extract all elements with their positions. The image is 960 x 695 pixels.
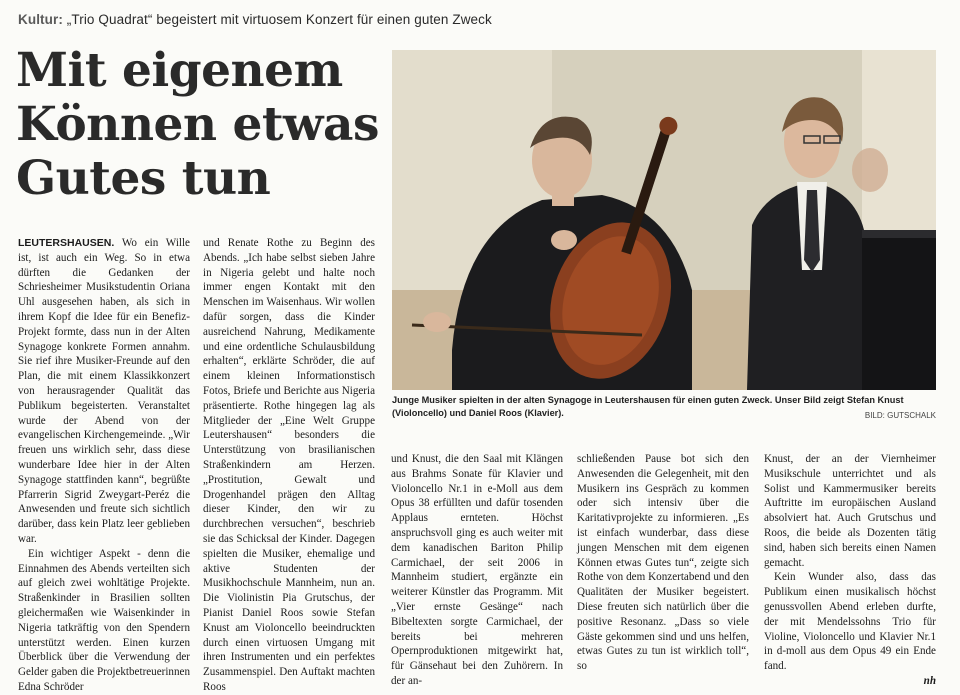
article-paragraph: Knust, der an der Viernheimer Musikschule unterrichtet und als Solist und Kammermusiker bereits Auftritte im europäischen Ausland absolviert hat. Auch Grutschus und Roos, die beide als Dozenten tätig sind, haben sich bereits einen Namen gemacht. (764, 453, 936, 569)
article-column-4 (577, 452, 749, 673)
headline-line-3: Gutes tun (16, 151, 271, 206)
article-column-2 (203, 236, 375, 693)
headline (16, 44, 386, 206)
article-column-1 (18, 236, 190, 693)
article-column-3 (391, 452, 563, 687)
article-column-5 (764, 452, 936, 687)
headline-line-1: Mit eigenem (16, 43, 343, 98)
headline-line-2: Können etwas (16, 97, 379, 152)
article-paragraph: Kein Wunder also, dass das Publikum einen musikalisch höchst genussvollen Abend erleben durfte, der mit Mendelssohns Trio für Violine, Violoncello und Klavier Nr.1 in d-moll aus dem Opus 49 ein Ende fand. (764, 571, 936, 673)
article-paragraph: und Renate Rothe zu Beginn des Abends. „Ich habe selbst sieben Jahre in Nigeria gelebt und halte noch immer engen Kontakt mit den Menschen im Waisenhaus. Wir wollen dafür sorgen, dass die Kinder ausreichend Nahrung, Medikamente und eine ordentliche Schulausbildung erhalten“, erklärte Schröder, die auf einem kleinen Informationstisch Fotos, Briefe und Berichte aus Nigeria präsentierte. Rothe hingegen lag als Mitglieder der „Eine Welt Gruppe Leutershausen“ besonders die Unterstützung von brasilianischen Straßenkindern am Herzen. „Prostitution, Gewalt und Drogenhandel prägen den Alltag dieser Kinder, den wir zu durchbrechen versuchen“, beschrieb sie das Schicksal der Kinder. Dagegen spielten die Musiker, ehemalige und aktive Studenten der Musikhochschule Mannheim, nun an. Die Violinistin Pia Grutschus, der Pianist Daniel Roos sowie Stefan Knust am Violoncello beeindruckten durch einen virtuosen Umgang mit ihren Instrumenten und ein perfektes Zusammenspiel. Den Auftakt machten Roos (203, 237, 375, 693)
kicker-text: „Trio Quadrat“ begeistert mit virtuosem Konzert für einen guten Zweck (66, 12, 492, 27)
photo-credit: BILD: GUTSCHALK (864, 411, 936, 420)
concert-photo (392, 50, 936, 390)
caption-text: Junge Musiker spielten in der alten Synagoge in Leutershausen für einen guten Zweck. Unser Bild zeigt Stefan Knust (Violoncello) und Daniel Roos (Klavier). (392, 395, 904, 418)
author-signature: nh (923, 674, 936, 687)
kicker (18, 12, 492, 27)
dateline: LEUTERSHAUSEN. (18, 237, 115, 249)
section-label: Kultur: (18, 12, 63, 27)
article-paragraph: LEUTERSHAUSEN. Wo ein Wille ist, ist auch ein Weg. So in etwa dürften die Gedanken der Schriesheimer Musikstudentin Oriana Uhl ausgesehen haben, als sich in ihrem Kopf die Idee für ein Benefiz-Projekt formte, dass nun in der Alten Synagoge konkrete Formen annahm. Sie rief ihre Musiker-Freunde auf den Plan, die mit einem Klassikkonzert von herausragender Qualität das Publikum begeisterten. Veranstaltet wurde der Abend von der evangelischen Kirchengemeinde. „Wir freuen uns wirklich sehr, dass diese wunderbare Idee hier in der Alten Synagoge stattfinden kann“, begrüßte Pfarrerin Sigrid Zweygart-Peréz die Anwesenden und freute sich sichtlich darüber, dass kein Platz leer geblieben war. (18, 237, 190, 545)
concert-photo-illustration (392, 50, 936, 390)
article-paragraph: und Knust, die den Saal mit Klängen aus Brahms Sonate für Klavier und Violoncello Nr.1 in e-Moll aus dem Opus 38 erfüllten und dafür tosenden Applaus ernteten. Höchst anspruchsvoll ging es auch weiter mit dem kanadischen Bariton Philip Carmichael, der seit 2006 in Mannheim studiert, ergänzte ein weiterer Künstler das Programm. Mit „Vier ernste Gesänge“ nach Bibeltexten sorgte Carmichael, der bereits bei mehreren Opernproduktionen mitgewirkt hat, für Gänsehaut bei den Zuhörern. In der an- (391, 453, 563, 687)
article-paragraph: Ein wichtiger Aspekt - denn die Einnahmen des Abends verteilten sich auf gleich zwei wohltätige Projekte. Straßenkinder in Brasilien sollten gleichermaßen wie Waisenkinder in Nigeria tatkräftig von den Spendern unterstützt werden. Einen kurzen Überblick über die Verwendung der Gelder gaben die Projektbetreuerinnen Edna Schröder (18, 547, 190, 693)
photo-caption (392, 394, 936, 420)
article-paragraph: schließenden Pause bot sich den Anwesenden die Gelegenheit, mit den Musikern ins Gespräch zu kommen oder sich intensiv über die Karitativprojekte zu informieren. „Es ist einfach wunderbar, dass diese jungen Menschen mit dem eigenen Können etwas Gutes tun“, zeigte sich Rothe von dem Konzertabend und den Qualitäten der Musiker begeistert. Diese freuten sich natürlich über die positive Resonanz. „Dass so viele Gäste gekommen sind und uns helfen, etwas Gutes zu tun ist wirklich toll“, so (577, 453, 749, 673)
